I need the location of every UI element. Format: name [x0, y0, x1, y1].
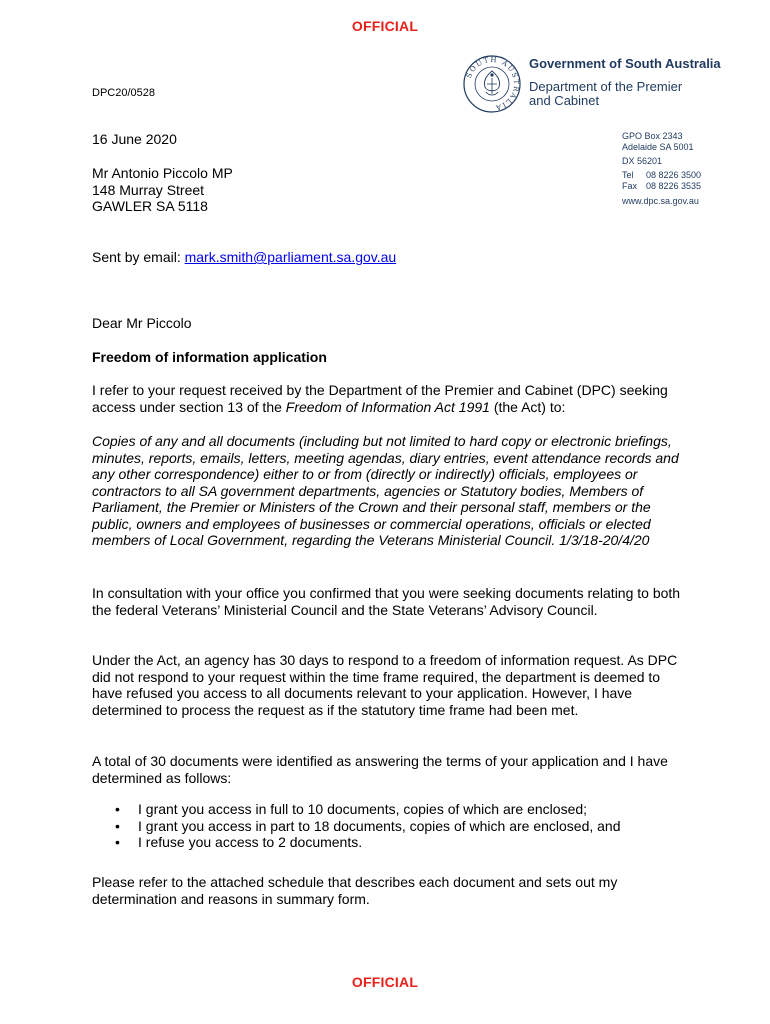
determination-item: • I grant you access in part to 18 documents, copies of which are enclosed, and: [92, 818, 712, 835]
determination-list: [92, 801, 712, 851]
paragraph-request: [92, 382, 692, 415]
paragraph-request-lead: I refer to your request received by the Department of the Premier and Cabinet (DPC) seeking access under section 13 of the: [92, 382, 668, 415]
tel-label: Tel: [622, 170, 634, 180]
government-name: Government of South Australia: [529, 56, 721, 71]
addressee-suburb: GAWLER SA 5118: [92, 198, 208, 214]
department-name-line2: and Cabinet: [529, 93, 600, 108]
contact-website[interactable]: www.dpc.sa.gov.au: [622, 196, 699, 206]
seal-text: SOUTH AUSTRALIA: [464, 55, 521, 112]
fax-label: Fax: [622, 181, 638, 191]
determination-item: • I refuse you access to 2 documents.: [92, 834, 712, 851]
tel-number: 08 8226 3500: [646, 170, 702, 180]
determination-item: • I grant you access in full to 10 documents, copies of which are enclosed;: [92, 801, 712, 818]
quoted-request-scope: Copies of any and all documents (including but not limited to hard copy or electronic briefings, minutes, reports, emails, letters, meeting agendas, diary entries, event attendance records and any other correspondence) either to or from (directly or indirectly) officials, employees or contractors to all SA government departments, agencies or Statutory bodies, Members of Parliament, the Premier or Ministers of the Crown and their personal staff, members or the public, owners and employees of businesses or commercial operations, officials or elected members of Local Government, regarding the Veterans Ministerial Council. 1/3/18-20/4/20: [92, 433, 679, 548]
sent-by-label: Sent by email:: [92, 249, 185, 265]
email-link[interactable]: mark.smith@parliament.sa.gov.au: [184, 249, 397, 265]
classification-header: OFFICIAL: [351, 18, 419, 34]
addressee-name: Mr Antonio Piccolo MP: [92, 165, 233, 181]
contact-po-box: GPO Box 2343: [622, 131, 683, 141]
reference-number: DPC20/0528: [92, 87, 155, 99]
sa-government-seal-logo: [462, 54, 522, 114]
subject-heading: Freedom of information application: [92, 349, 327, 365]
sent-by-line: [92, 249, 692, 266]
fax-number: 08 8226 3535: [646, 181, 702, 191]
paragraph-schedule-reference: Please refer to the attached schedule that describes each document and sets out my determination and reasons in summary form.: [92, 874, 618, 907]
department-name-line1: Department of the Premier: [529, 79, 683, 94]
addressee-street: 148 Murray Street: [92, 181, 205, 198]
department-name: [529, 80, 682, 108]
contact-city: Adelaide SA 5001: [622, 142, 694, 152]
salutation: Dear Mr Piccolo: [92, 315, 192, 331]
paragraph-request-tail: (the Act) to:: [489, 398, 566, 415]
contact-dx: DX 56201: [622, 156, 663, 166]
addressee-block: [92, 165, 692, 215]
paragraph-statutory-timeframe: Under the Act, an agency has 30 days to respond to a freedom of information request. As DPC did not respond to your request within the time frame required, the department is deemed to have refused you access to all documents relevant to your application. However, I have determined to process the request as if the statutory time frame had been met.: [92, 652, 678, 718]
act-title: Freedom of Information Act 1991: [285, 398, 490, 415]
classification-footer: OFFICIAL: [351, 974, 419, 990]
letter-date: 16 June 2020: [92, 131, 177, 147]
paragraph-documents-total: A total of 30 documents were identified as answering the terms of your application and I have determined as follows:: [92, 753, 668, 786]
paragraph-consultation: In consultation with your office you confirmed that you were seeking documents relating to both the federal Veterans’ Ministerial Council and the State Veterans’ Advisory Council.: [92, 585, 681, 618]
